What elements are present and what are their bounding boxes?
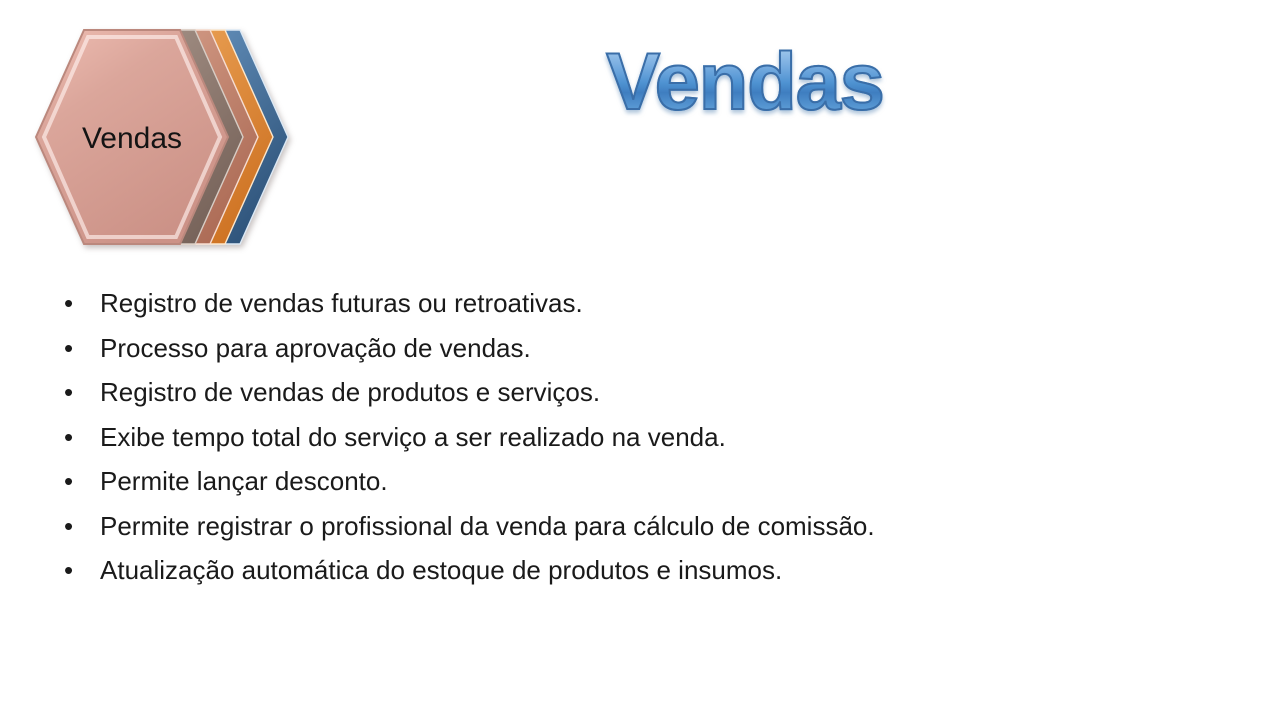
bullet-item: • Permite lançar desconto. (58, 459, 1158, 504)
bullet-item: • Exibe tempo total do serviço a ser realizado na venda. (58, 415, 1158, 460)
bullet-list (58, 281, 1158, 593)
bullet-item: • Registro de vendas futuras ou retroativas. (58, 281, 1158, 326)
hexagon-stack-graphic (33, 26, 295, 256)
slide-title: Vendas (555, 40, 935, 125)
hexagon-label: Vendas (81, 122, 183, 155)
hexagon-stack-icon (33, 26, 295, 256)
bullet-item: • Permite registrar o profissional da venda para cálculo de comissão. (58, 504, 1158, 549)
bullet-item: • Registro de vendas de produtos e serviços. (58, 370, 1158, 415)
bullet-item: • Processo para aprovação de vendas. (58, 326, 1158, 371)
bullet-item: • Atualização automática do estoque de produtos e insumos. (58, 548, 1158, 593)
